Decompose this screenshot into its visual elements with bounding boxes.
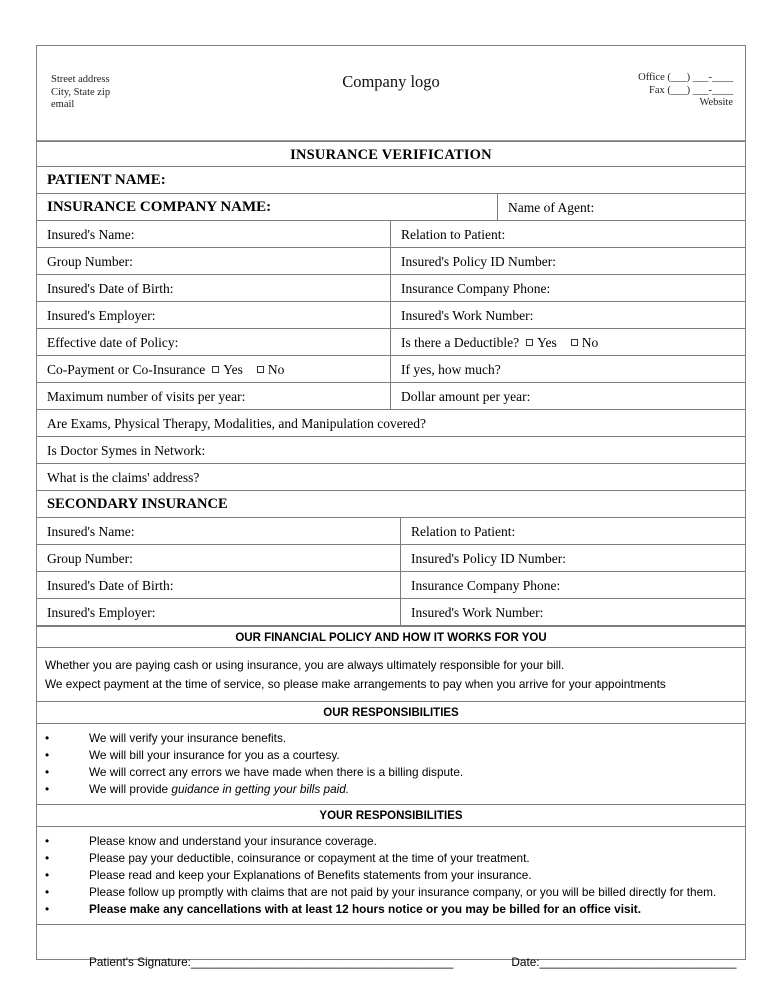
insurance-company-row [37,194,745,221]
list-item-text: Please read and keep your Explanations of Benefits statements from your insurance. [89,868,532,882]
secondary-insured-name-label[interactable]: Insured's Name: [37,518,401,544]
bullet-icon: • [45,731,50,745]
financial-policy-body [37,648,745,702]
address-line-1: Street address [51,74,110,85]
secondary-insurance-heading: SECONDARY INSURANCE [37,491,745,518]
insured-work-number-label[interactable]: Insured's Work Number: [401,308,534,323]
list-item-text: We will correct any errors we have made when there is a billing dispute. [89,765,464,779]
bullet-icon: • [45,782,50,796]
financial-policy-line-2: We expect payment at the time of service, so please make arrangements to pay when you arrive for your appointments [45,677,666,691]
list-item-text-plain: We will provide [89,782,172,796]
insurance-phone-label[interactable]: Insurance Company Phone: [401,281,551,296]
address-line-2: City, State zip [51,86,111,98]
copay-label: Co-Payment or Co-Insurance [47,362,206,377]
website-line: Website [699,97,733,108]
address-line-3: email [51,99,75,110]
bullet-icon: • [45,885,50,899]
list-item-text: We will bill your insurance for you as a courtesy. [89,748,340,762]
list-item-text: Please pay your deductible, coinsurance or copayment at the time of your treatment. [89,851,530,865]
copay-yes-checkbox[interactable] [212,366,219,373]
copay-no-label: No [267,362,285,377]
list-item-text: Please follow up promptly with claims that are not paid by your insurance company, or you will be billed directly for them. [89,885,717,899]
deductible-yes-checkbox[interactable] [526,339,533,346]
secondary-group-number-label[interactable]: Group Number: [37,545,401,571]
bullet-icon: • [45,868,50,882]
list-item-text: We will verify your insurance benefits. [89,731,287,745]
insured-employer-label[interactable]: Insured's Employer: [37,302,391,328]
policy-id-label[interactable]: Insured's Policy ID Number: [401,254,557,269]
deductible-no-checkbox[interactable] [571,339,578,346]
deductible-yes-label: Yes [537,335,557,350]
table-row [37,545,745,572]
table-row [37,221,745,248]
list-item [37,764,745,781]
secondary-policy-id-label[interactable]: Insured's Policy ID Number: [411,551,567,566]
dollar-amount-label[interactable]: Dollar amount per year: [401,389,531,404]
signature-row [89,955,737,969]
insurance-company-label[interactable]: INSURANCE COMPANY NAME: [37,194,498,220]
bullet-icon: • [45,765,50,779]
group-number-label[interactable]: Group Number: [37,248,391,274]
bullet-icon: • [45,851,50,865]
table-row [37,248,745,275]
copay-cell [37,356,391,382]
list-item-text: Please know and understand your insurance coverage. [89,834,377,848]
signature-date-field[interactable]: Date:______________________________ [511,955,737,969]
financial-policy-heading: OUR FINANCIAL POLICY AND HOW IT WORKS FOR YOU [37,626,745,648]
effective-date-label[interactable]: Effective date of Policy: [37,329,391,355]
table-row [37,356,745,383]
patient-name-row[interactable]: PATIENT NAME: [37,167,745,194]
list-item [37,833,745,850]
signature-section [37,925,745,983]
list-item-text: Please make any cancellations with at least 12 hours notice or you may be billed for an office visit. [89,902,642,916]
secondary-insured-dob-label[interactable]: Insured's Date of Birth: [37,572,401,598]
letterhead [37,46,745,141]
copay-yes-label: Yes [223,362,243,377]
secondary-insured-employer-label[interactable]: Insured's Employer: [37,599,401,625]
list-item-text-italic: guidance in getting your bills paid. [171,782,350,796]
form-page [36,45,746,969]
deductible-cell [391,329,745,355]
list-item [37,730,745,747]
insured-name-label[interactable]: Insured's Name: [37,221,391,247]
list-item-text [89,781,745,798]
exams-covered-row[interactable]: Are Exams, Physical Therapy, Modalities, and Manipulation covered? [37,410,745,437]
fax-line: Fax (___) ___-____ [649,84,733,96]
our-responsibilities-list [37,724,745,805]
your-responsibilities-heading: YOUR RESPONSIBILITIES [37,805,745,827]
deductible-no-label: No [581,335,599,350]
deductible-label: Is there a Deductible? [401,335,520,350]
table-row [37,572,745,599]
list-item [37,781,745,798]
relation-to-patient-label[interactable]: Relation to Patient: [401,227,506,242]
list-item [37,901,745,918]
office-phone-line: Office (___) ___-____ [638,72,733,83]
patient-signature-field[interactable]: Patient's Signature:________________________________________ [89,955,454,969]
bullet-icon: • [45,902,50,916]
bullet-icon: • [45,748,50,762]
secondary-work-number-label[interactable]: Insured's Work Number: [411,605,544,620]
doctor-in-network-row[interactable]: Is Doctor Symes in Network: [37,437,745,464]
copay-no-checkbox[interactable] [257,366,264,373]
company-contact [638,72,733,110]
table-row [37,302,745,329]
financial-policy-section [37,626,745,983]
your-responsibilities-list [37,827,745,925]
our-responsibilities-heading: OUR RESPONSIBILITIES [37,702,745,724]
list-item [37,884,745,901]
table-row [37,275,745,302]
list-item [37,747,745,764]
financial-policy-line-1: Whether you are paying cash or using insurance, you are always ultimately responsible for your bill. [45,658,565,672]
bullet-icon: • [45,834,50,848]
table-row [37,518,745,545]
company-logo-placeholder: Company logo [342,72,440,91]
form-title: INSURANCE VERIFICATION [37,141,745,167]
agent-name-label[interactable]: Name of Agent: [508,200,595,215]
if-yes-how-much-label[interactable]: If yes, how much? [401,362,501,377]
list-item [37,867,745,884]
table-row [37,329,745,356]
claims-address-row[interactable]: What is the claims' address? [37,464,745,491]
max-visits-label[interactable]: Maximum number of visits per year: [37,383,391,409]
secondary-insurance-phone-label[interactable]: Insurance Company Phone: [411,578,561,593]
secondary-relation-label[interactable]: Relation to Patient: [411,524,516,539]
table-row [37,599,745,626]
insured-dob-label[interactable]: Insured's Date of Birth: [37,275,391,301]
list-item [37,850,745,867]
table-row [37,383,745,410]
